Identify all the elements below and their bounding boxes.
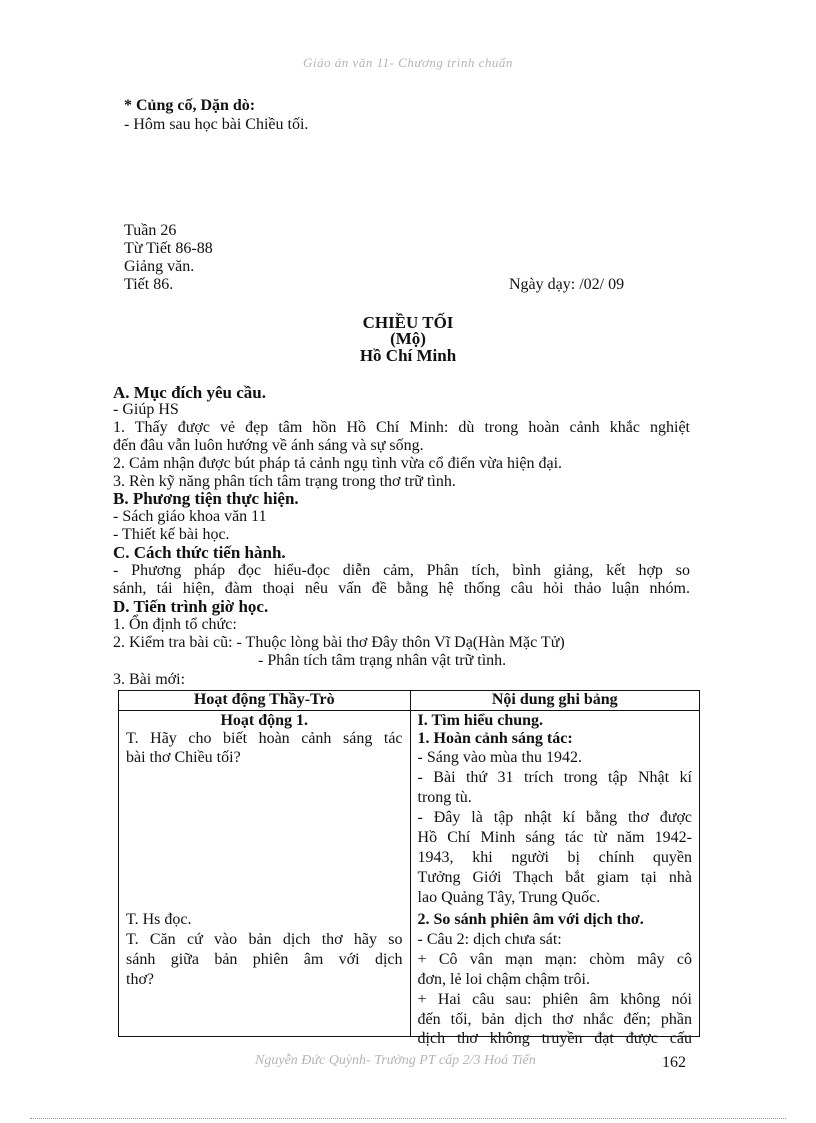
poem-original-title: (Mộ) <box>390 329 426 348</box>
comparison-line-3c: dịch thơ không truyền đạt được cấu <box>417 1030 692 1047</box>
section-a-item1-line1: 1. Thấy được vẻ đẹp tâm hồn Hồ Chí Minh: dù trong hoàn cảnh khắc nghiệt <box>113 419 690 436</box>
lesson-week: Tuần 26 <box>124 222 177 239</box>
running-footer: Nguyễn Đức Quỳnh- Trường PT cấp 2/3 Hoá Tiến <box>255 1053 536 1068</box>
section-a-heading: A. Mục đích yêu cầu. <box>113 383 266 402</box>
section-d-heading: D. Tiến trình giờ học. <box>113 597 269 616</box>
context-line-3d: Tưởng Giới Thạch bắt giam tại nhà <box>417 869 692 886</box>
comparison-line-1: - Câu 2: dịch chưa sát: <box>417 931 562 948</box>
section-d-step1: 1. Ổn định tổ chức: <box>113 616 237 633</box>
section-c-line2: sánh, tái hiện, đàm thoại nêu vấn đề bằng hệ thống câu hỏi thảo luận nhóm. <box>113 580 690 597</box>
section-c-heading: C. Cách thức tiến hành. <box>113 543 286 562</box>
lesson-date: Ngày dạy: /02/ 09 <box>509 276 625 293</box>
section-b-heading: B. Phương tiện thực hiện. <box>113 489 299 508</box>
running-header: Giáo án văn 11- Chương trình chuẩn <box>303 55 513 70</box>
poem-author: Hồ Chí Minh <box>359 346 457 365</box>
comparison-heading: 2. So sánh phiên âm với dịch thơ. <box>417 911 644 928</box>
context-line-3b: Hồ Chí Minh sáng tác từ năm 1942- <box>417 829 692 846</box>
question-2-line-1: T. Căn cứ vào bản dịch thơ hãy so <box>126 931 403 948</box>
section-a-intro: - Giúp HS <box>113 401 179 418</box>
section-b-item2: - Thiết kế bài học. <box>113 526 230 543</box>
table-header-board-content: Nội dung ghi bảng <box>410 691 699 711</box>
table-row <box>119 711 700 1037</box>
activities-cell <box>119 711 411 1037</box>
section-a-item3: 3. Rèn kỹ năng phân tích tâm trạng trong thơ trữ tình. <box>113 473 456 490</box>
poem-title: CHIỀU TỐI <box>362 313 454 332</box>
consolidation-line: - Hôm sau học bài Chiều tối. <box>124 116 309 133</box>
page-bottom-divider <box>30 1118 786 1119</box>
context-line-3e: lao Quảng Tây, Trung Quốc. <box>417 889 601 906</box>
question-1-line-2: bài thơ Chiều tối? <box>126 749 241 766</box>
context-line-2a: - Bài thứ 31 trích trong tập Nhật kí <box>417 769 692 786</box>
table-header-activities: Hoạt động Thầy-Trò <box>119 691 411 711</box>
section-d-step2-line1: 2. Kiểm tra bài cũ: - Thuộc lòng bài thơ Đây thôn Vĩ Dạ(Hàn Mặc Tử) <box>113 634 565 651</box>
table-header-row <box>119 691 700 711</box>
context-line-1: - Sáng vào mùa thu 1942. <box>417 749 582 766</box>
lesson-period: Tiết 86. <box>124 276 174 293</box>
section-general-heading: I. Tìm hiểu chung. <box>417 712 544 729</box>
board-content-cell <box>410 711 699 1047</box>
composition-context-heading: 1. Hoàn cảnh sáng tác: <box>417 730 573 747</box>
section-b-item1: - Sách giáo khoa văn 11 <box>113 508 267 525</box>
comparison-line-2b: đơn, lẻ loi chậm chậm trôi. <box>417 971 590 988</box>
consolidation-heading: * Củng cố, Dặn dò: <box>124 97 256 114</box>
context-line-3c: 1943, khi người bị chính quyền <box>417 849 692 866</box>
context-line-2b: trong tù. <box>417 789 472 806</box>
context-line-3a: - Đây là tập nhật kí bằng thơ được <box>417 809 692 826</box>
reading-instruction: T. Hs đọc. <box>126 911 192 928</box>
section-a-item2: 2. Cảm nhận được bút pháp tả cảnh ngụ tình vừa cổ điển vừa hiện đại. <box>113 455 563 472</box>
lesson-table <box>118 690 700 1047</box>
question-2-line-2: sánh giữa bản phiên âm với dịch <box>126 951 403 968</box>
activity-heading: Hoạt động 1. <box>220 712 309 729</box>
comparison-line-2a: + Cô vân mạn mạn: chòm mây cô <box>417 951 692 968</box>
section-a-item1-line2: đến đâu vẫn luôn hướng về ánh sáng và sự sống. <box>113 437 424 454</box>
lesson-subject: Giảng văn. <box>124 258 195 275</box>
section-c-line1: - Phương pháp đọc hiểu-đọc diễn cảm, Phân tích, bình giảng, kết hợp so <box>113 562 690 579</box>
section-d-step3: 3. Bài mới: <box>113 671 186 688</box>
comparison-line-3a: + Hai câu sau: phiên âm không nói <box>417 991 692 1008</box>
comparison-line-3b: đến tối, bản dịch thơ nhắc đến; phần <box>417 1011 692 1028</box>
question-1-line-1: T. Hãy cho biết hoàn cảnh sáng tác <box>126 730 403 747</box>
question-2-line-3: thơ? <box>126 971 155 988</box>
page-number: 162 <box>662 1054 686 1071</box>
section-d-step2-line2: - Phân tích tâm trạng nhân vật trữ tình. <box>258 652 507 669</box>
lesson-periods: Từ Tiết 86-88 <box>124 240 213 257</box>
